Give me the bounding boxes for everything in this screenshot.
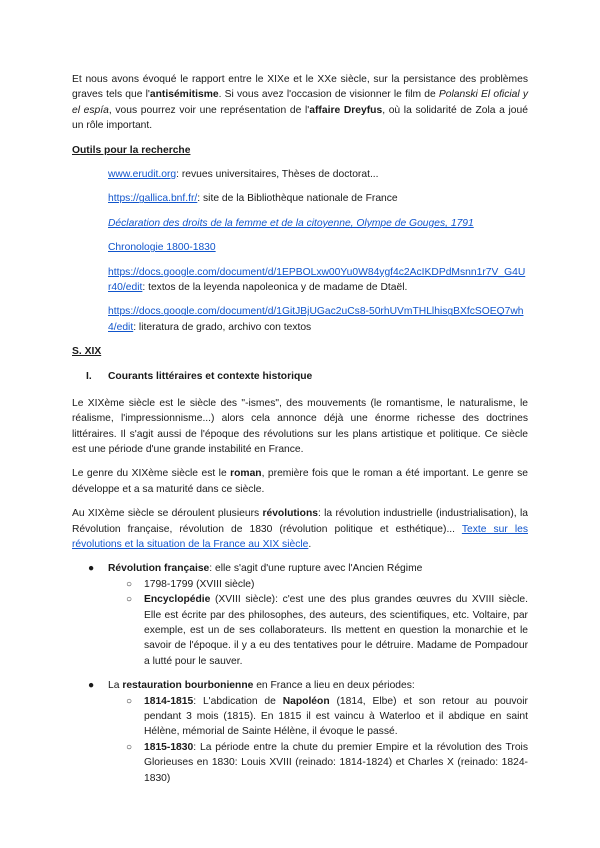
- declaration-link[interactable]: Déclaration des droits de la femme et de la citoyenne, Olympe de Gouges, 1791: [108, 217, 474, 229]
- tool-item-doc2: https://docs.google.com/document/d/1GitJBjUGac2uCs8-50rhUVmTHLlhisgBXfcSOEQ7wh4/edit: literatura de grado, archivo con textos: [108, 306, 524, 333]
- section-heading: [72, 369, 528, 384]
- tools-list: [72, 167, 528, 335]
- sxix-title: S. XIX: [72, 346, 102, 358]
- bullet-icon: ●: [88, 563, 95, 575]
- document-page: [72, 72, 528, 786]
- sub-list: [108, 577, 528, 669]
- list-item-restauration: ● La restauration bourbonienne en France a lieu en deux périodes: ○ 1814-1815: L'abdication de Napoléon (1814, Elbe) et son retour au pouvoir pendant 3 mois (1815). En 1815 il est vaincu à Waterloo et il abdique en saint Hélène, mémorial de Sainte Hélène, il évoque le passé. ○ 1815-1830: La période entre la chute du premier Empire et la révolution des Trois Glorieuses en 1830: Louis XVIII (reinado: 1814-1824) et Charles X (reinado: 1824-1830): [72, 678, 528, 786]
- google-doc-link-1[interactable]: https://docs.google.com/document/d/1EPBOLxw00Yu0W84ygf4c2AcIKDPdMsnn1r7V_G4Ur40/edit: [108, 266, 526, 294]
- bullet-icon: ●: [88, 680, 95, 692]
- heading-number: I.: [86, 370, 92, 382]
- circle-bullet-icon: ○: [126, 695, 133, 707]
- circle-bullet-icon: ○: [126, 578, 133, 590]
- sub-list: [108, 694, 528, 786]
- sub-item-1815: ○ 1815-1830: La période entre la chute du premier Empire et la révolution des Trois Glorieuses en 1830: Louis XVIII (reinado: 1814-1824) et Charles X (reinado: 1824-1830): [126, 741, 528, 784]
- tool-item-declaration: [108, 216, 528, 231]
- list-spacer: [72, 669, 528, 678]
- chronologie-link[interactable]: Chronologie 1800-1830: [108, 242, 216, 254]
- tool-item-gallica: https://gallica.bnf.fr/: site de la Bibliothèque nationale de France: [108, 193, 398, 205]
- heading-text: Courants littéraires et contexte historique: [108, 370, 313, 382]
- circle-bullet-icon: ○: [126, 594, 133, 606]
- erudit-link[interactable]: www.erudit.org: [108, 169, 177, 181]
- intro-paragraph: Et nous avons évoqué le rapport entre le XIXe et le XXe siècle, sur la persistance des problèmes graves tels que l'antisémitisme. Si vous avez l'occasion de visionner le film de Polanski El oficial y el espía, vous pourrez voir une représentation de l'affaire Dreyfus, où la solidarité de Zola a joué un rôle important.: [72, 74, 529, 132]
- sub-item-1814: ○ 1814-1815: L'abdication de Napoléon (1814, Elbe) et son retour au pouvoir pendant 3 mois (1815). En 1815 il est vaincu à Waterloo et il abdique en saint Hélène, mémorial de Sainte Hélène, il évoque le passé.: [126, 695, 528, 738]
- roman-paragraph: Le genre du XIXème siècle est le roman, première fois que le roman a été important. Le genre se développe et a sa maturité dans ce siècle.: [72, 468, 528, 495]
- revolutions-link[interactable]: Texte sur les révolutions et la situation de la France au XIX siècle: [72, 523, 528, 550]
- isms-paragraph: Le XIXème siècle est le siècle des "-ismes", des mouvements (le romantisme, le naturalisme, le réalisme, l'impressionnisme...) alors cela annonce déjà une énorme richesse des doctrines littéraires. Il s'agit aussi de l'époque des révolutions sur les plans artistique et politique. Ce siècle est une période d'une grande instabilité en France.: [72, 397, 528, 455]
- bullet-list: [72, 561, 528, 786]
- list-item-revolution: ● Révolution française: elle s'agit d'une rupture avec l'Ancien Régime ○ 1798-1799 (XVIII siècle) ○ Encyclopédie (XVIII siècle): c'est une des plus grandes œuvres du XVIII siècle. Elle est écrite par des philosophes, des auteurs, des scientifiques, etc. Voltaire, par exemple, est un de ses collaborateurs. Ils mettent en question la monarchie et le savoir de l'époque. il y a eu des tentatives pour le détruire. Madame de Pompadour a lutté pour le sauver.: [72, 561, 528, 669]
- sub-item-dates: ○ 1798-1799 (XVIII siècle): [108, 577, 528, 592]
- circle-bullet-icon: ○: [126, 741, 133, 753]
- gallica-link[interactable]: https://gallica.bnf.fr/: [108, 193, 198, 205]
- revolutions-paragraph: Au XIXème siècle se déroulent plusieurs révolutions: la révolution industrielle (industrialisation), la Révolution française, révolution de 1830 (révolution politique et esthétique)... Texte sur les révolutions et la situation de la France au XIX siècle.: [72, 508, 528, 550]
- tool-item-doc1: https://docs.google.com/document/d/1EPBOLxw00Yu0W84ygf4c2AcIKDPdMsnn1r7V_G4Ur40/edit: textos de la leyenda napoleonica y de madame de Dtaël.: [108, 266, 526, 294]
- google-doc-link-2[interactable]: https://docs.google.com/document/d/1GitJBjUGac2uCs8-50rhUVmTHLlhisgBXfcSOEQ7wh4/edit: [108, 306, 524, 333]
- sub-item-encyclopedie: ○ Encyclopédie (XVIII siècle): c'est une des plus grandes œuvres du XVIII siècle. Elle est écrite par des philosophes, des auteurs, des scientifiques, etc. Voltaire, par exemple, est un de ses collaborateurs. Ils mettent en question la monarchie et le savoir de l'époque. il y a eu des tentatives pour le détruire. Madame de Pompadour a lutté pour le sauver.: [126, 594, 528, 667]
- tool-item-chronologie: [108, 240, 528, 255]
- tools-section-title: Outils pour la recherche: [72, 144, 191, 156]
- tool-item-erudit: www.erudit.org: revues universitaires, Thèses de doctorat...: [108, 169, 379, 181]
